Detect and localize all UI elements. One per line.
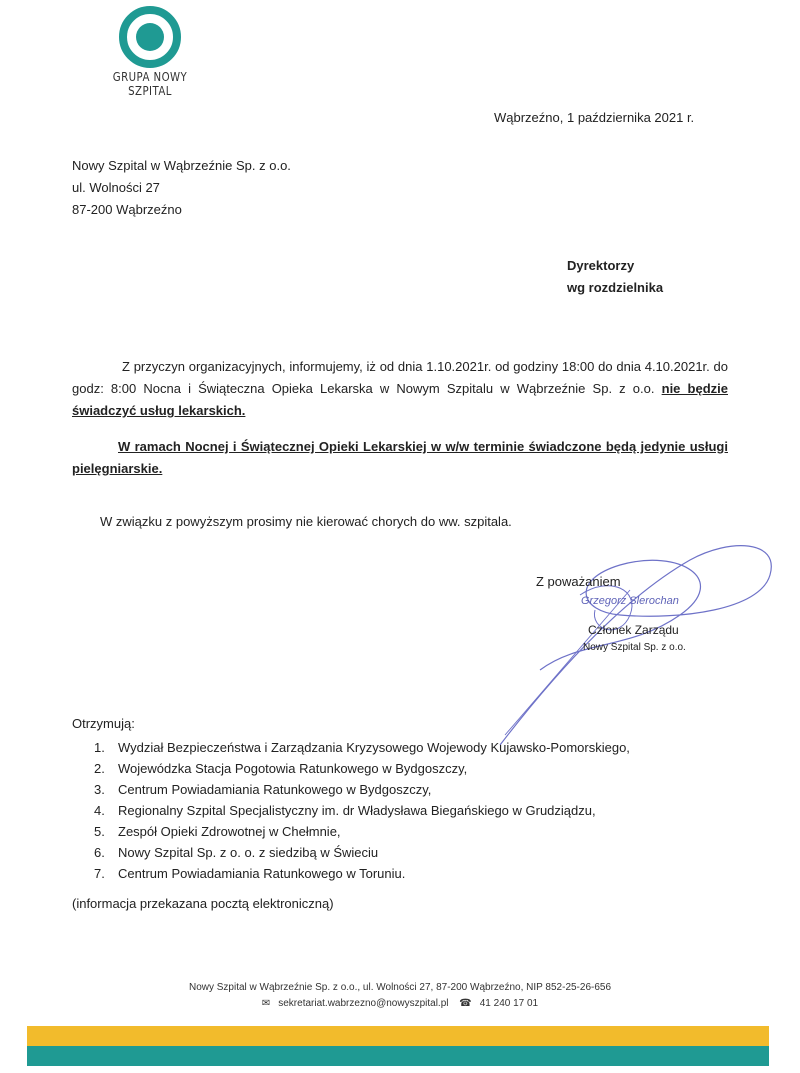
para1-emphasis: nie będzie świadczyć usług lekarskich. [72,381,728,418]
logo-wordmark: GRUPA NOWY SZPITAL [112,70,188,98]
list-item: 1. Wydział Bezpieczeństwa i Zarządzania Kryzysowego Wojewody Kujawsko-Pomorskiego, [94,740,630,755]
list-item: 2. Wojewódzka Stacja Pogotowia Ratunkowego w Bydgoszczy, [94,761,468,776]
footer-contact [0,998,800,1009]
list-item: 4. Regionalny Szpital Specjalistyczny im. dr Władysława Biegańskiego w Grudziądzu, [94,803,596,818]
body-paragraph-1 [72,356,728,422]
recipient-line: wg rozdzielnika [567,280,664,295]
recipient-line: Dyrektorzy [567,258,635,273]
footer-bar-teal [27,1046,769,1066]
sender-line: ul. Wolności 27 [72,180,160,195]
logo-ring-icon [118,6,182,68]
sender-line: 87-200 Wąbrzeźno [72,202,182,217]
envelope-icon: ✉ [261,998,271,1009]
signatory-role: Członek Zarządu [588,623,679,637]
footer-bar-yellow [27,1026,769,1046]
list-item: 7. Centrum Powiadamiania Ratunkowego w Toruniu. [94,866,406,881]
signatory-company: Nowy Szpital Sp. z o.o. [583,642,686,653]
list-item: 3. Centrum Powiadamiania Ratunkowego w Bydgoszczy, [94,782,432,797]
list-item: 6. Nowy Szpital Sp. z o. o. z siedzibą w Świeciu [94,845,379,860]
footer-address: Nowy Szpital w Wąbrzeźnie Sp. z o.o., ul. Wolności 27, 87-200 Wąbrzeźno, NIP 852-25-26-656 [188,982,612,993]
signatory-name: Grzegorz Slerochan [581,595,679,607]
para1-text: Z przyczyn organizacyjnych, informujemy, iż od dnia 1.10.2021r. od godziny 18:00 do dnia 4.10.2021r. do godz: 8:00 Nocna i Świąteczna Opieka Lekarska w Nowym Szpitalu w Wąbrzeźnie Sp. z o.o. [72,359,728,396]
footer-email[interactable]: sekretariat.wabrzezno@nowyszpital.pl [278,998,449,1009]
sender-line: Nowy Szpital w Wąbrzeźnie Sp. z o.o. [72,158,291,173]
list-item: 5. Zespół Opieki Zdrowotnej w Chełmnie, [94,824,341,839]
recipient-block [567,255,663,299]
distribution-list [72,737,630,884]
body-paragraph-3: W związku z powyższym prosimy nie kierować chorych do ww. szpitala. [100,514,512,529]
delivery-note: (informacja przekazana pocztą elektroniczną) [72,896,334,911]
signature-closing: Z poważaniem [536,574,621,589]
phone-icon: ☎ [459,998,472,1009]
letter-date: Wąbrzeźno, 1 października 2021 r. [494,110,695,125]
footer-phone: 41 240 17 01 [479,998,539,1009]
company-logo [80,6,220,98]
body-paragraph-2: W ramach Nocnej i Świątecznej Opieki Lekarskiej w w/w terminie świadczone będą jedynie usługi pielęgniarskie. [72,439,728,476]
distribution-label: Otrzymują: [72,716,135,731]
sender-address [72,155,291,221]
